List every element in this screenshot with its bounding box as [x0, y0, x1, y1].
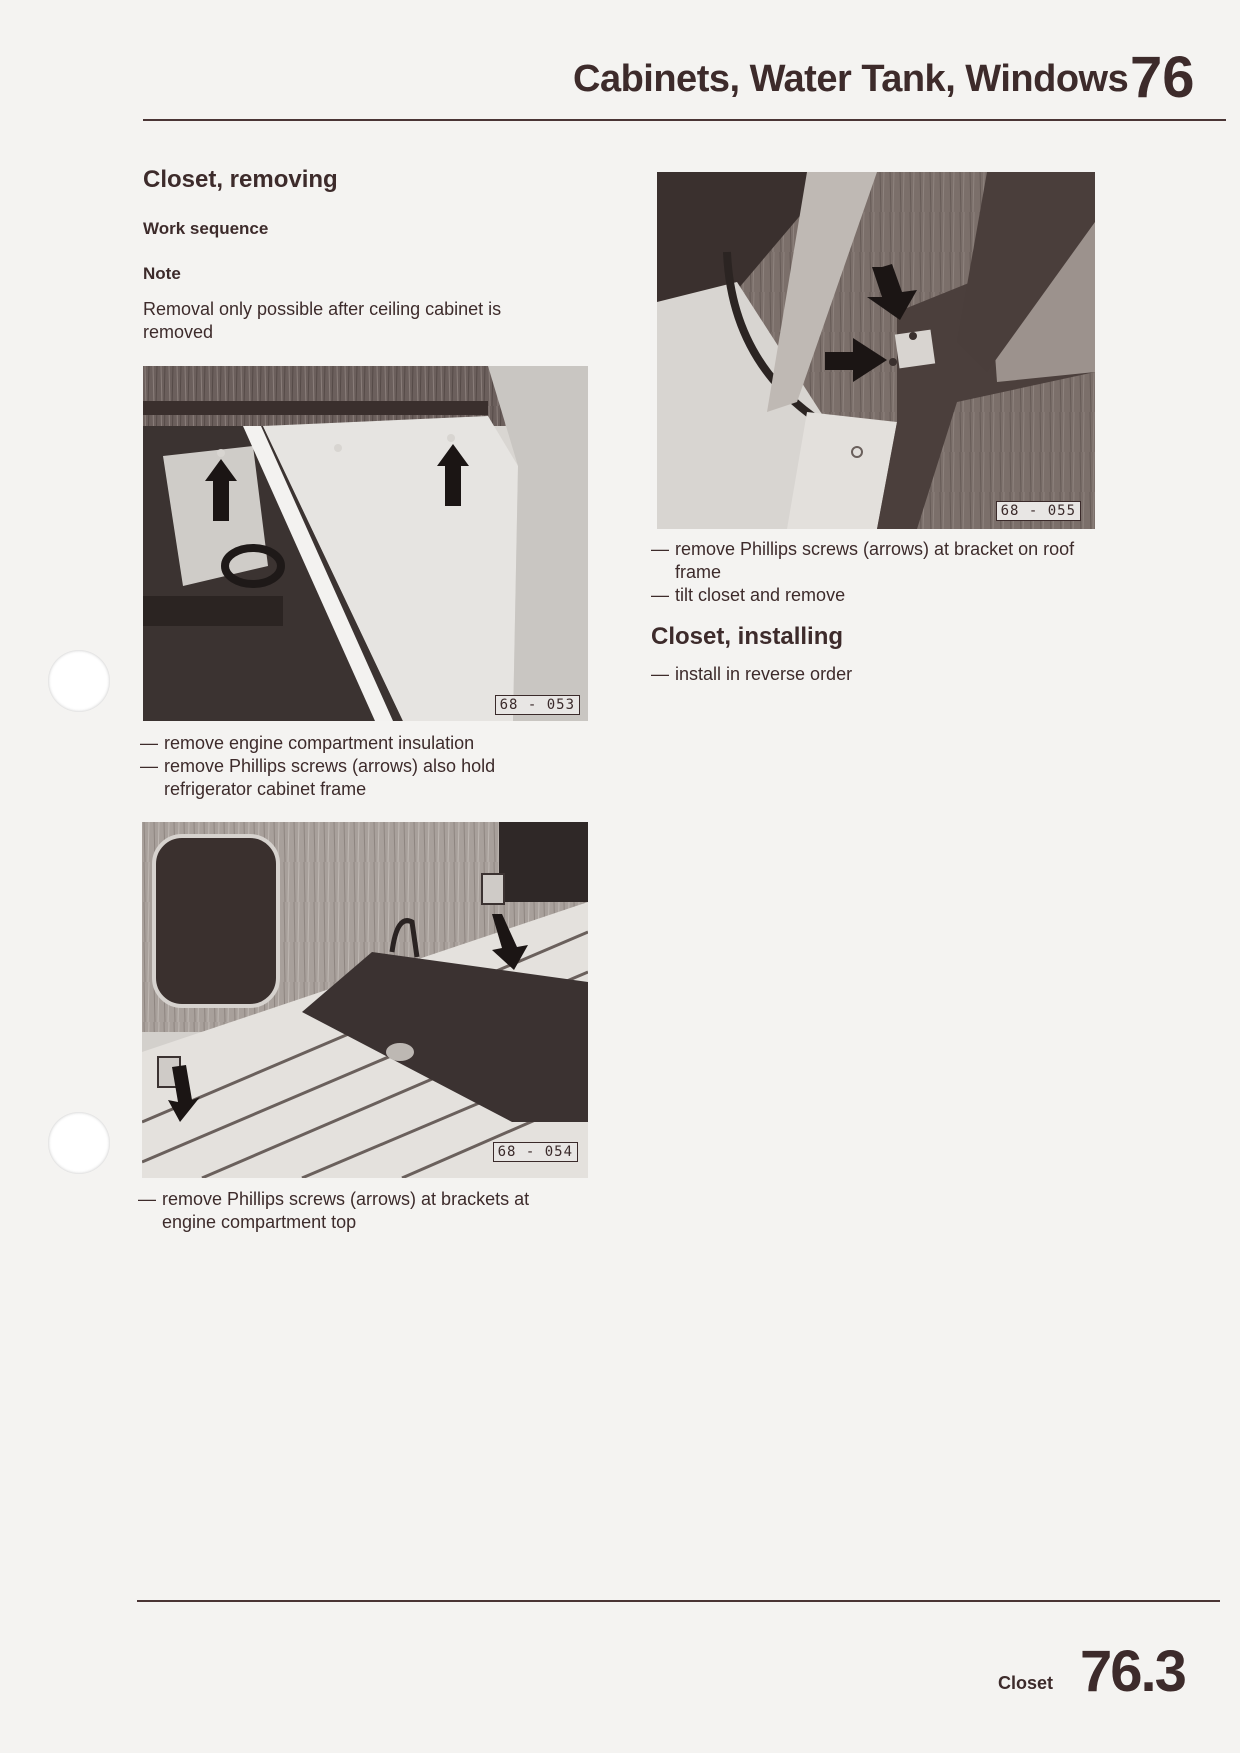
section-title: Cabinets, Water Tank, Windows: [573, 58, 1129, 100]
note-text: Removal only possible after ceiling cabinet is removed: [143, 299, 502, 342]
figure-68-053-illustration: [143, 366, 588, 721]
figure-68-053: [143, 366, 588, 721]
figure-label: 68 - 055: [996, 501, 1081, 521]
step-item: — remove engine compartment insulation: [140, 732, 570, 755]
steps-figure-3: [651, 538, 1101, 607]
figure-label: 68 - 053: [495, 695, 580, 715]
step-item: — tilt closet and remove: [651, 584, 1101, 607]
removing-heading: Closet, removing: [143, 166, 338, 193]
steps-figure-1: [140, 732, 570, 801]
figure-68-054-illustration: [142, 822, 588, 1178]
group-number: 76: [1130, 45, 1195, 110]
steps-installing: [651, 663, 1101, 686]
header-rule: [143, 119, 1226, 121]
figure-68-054: [142, 822, 588, 1178]
step-item: — remove Phillips screws (arrows) at bracket on roof frame: [651, 538, 1101, 584]
figure-68-055: [657, 172, 1095, 529]
steps-figure-2: [138, 1188, 588, 1234]
work-sequence-label: Work sequence: [143, 219, 269, 238]
step-item: — install in reverse order: [651, 663, 1101, 686]
step-item: — remove Phillips screws (arrows) also hold refrigerator cabinet frame: [140, 755, 570, 801]
page-number: 76.3: [1080, 1639, 1185, 1704]
punch-hole-bottom: [48, 1112, 110, 1174]
footer-section-label: Closet: [998, 1673, 1054, 1693]
figure-68-055-illustration: [657, 172, 1095, 529]
punch-hole-top: [48, 650, 110, 712]
figure-label: 68 - 054: [493, 1142, 578, 1162]
footer-rule: [137, 1600, 1220, 1602]
step-item: — remove Phillips screws (arrows) at brackets at engine compartment top: [138, 1188, 588, 1234]
note-label: Note: [143, 264, 181, 283]
installing-heading: Closet, installing: [651, 623, 844, 650]
